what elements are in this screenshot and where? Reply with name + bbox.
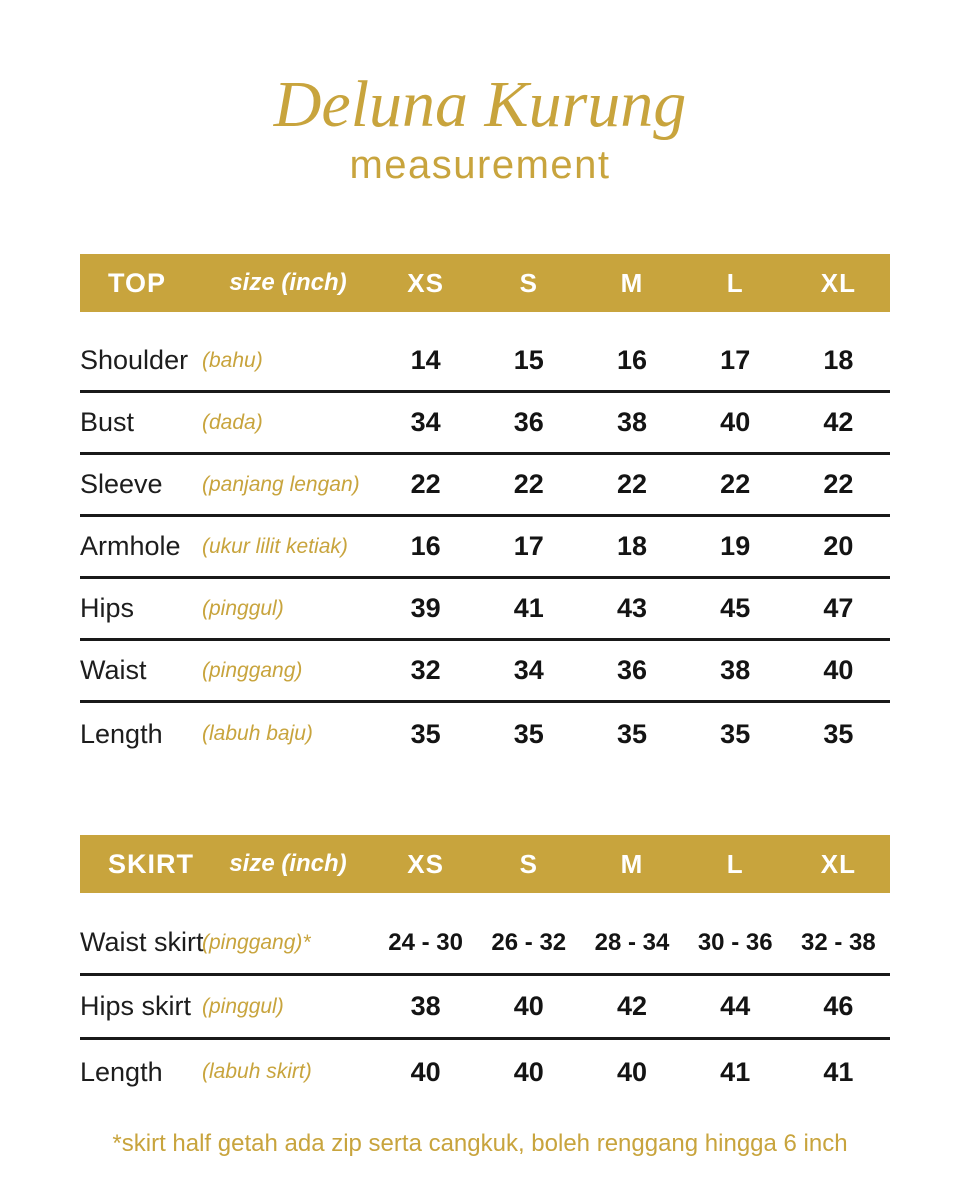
- size-value: 15: [513, 345, 544, 376]
- size-value: 18: [823, 345, 854, 376]
- table-row-bust: [80, 393, 890, 455]
- size-value: 44: [720, 991, 751, 1022]
- row-translation: (ukur lilit ketiak): [202, 534, 348, 558]
- size-value: 35: [513, 718, 544, 749]
- table-title-top: TOP: [108, 267, 167, 298]
- row-label: Hips skirt: [80, 991, 192, 1022]
- size-value: 42: [616, 991, 648, 1022]
- top-table-rows: [80, 312, 890, 765]
- size-value: 39: [410, 593, 441, 624]
- table-row-waist: [80, 641, 890, 703]
- size-column-l: L: [726, 267, 744, 298]
- size-value: 24 - 30: [388, 928, 463, 956]
- size-value: 20: [823, 531, 854, 562]
- size-value: 40: [823, 655, 854, 686]
- skirt-measurement-table: [80, 835, 890, 1104]
- table-row-hips-skirt: [80, 976, 890, 1040]
- size-column-xs: XS: [407, 267, 444, 298]
- skirt-footnote: *skirt half getah ada zip serta cangkuk, boleh renggang hingga 6 inch: [112, 1130, 848, 1158]
- row-label: Armhole: [80, 531, 181, 562]
- table-row-hips: [80, 579, 890, 641]
- size-value: 41: [513, 593, 544, 624]
- size-value: 22: [616, 469, 648, 500]
- row-label: Sleeve: [80, 469, 163, 500]
- table-row-waist-skirt: [80, 912, 890, 976]
- size-column-xl: XL: [820, 848, 856, 879]
- brand-title: Deluna Kurung: [273, 68, 687, 141]
- row-translation: (dada): [202, 410, 263, 434]
- row-translation: (pinggang)*: [202, 930, 311, 954]
- size-column-m: M: [620, 848, 644, 879]
- size-value: 43: [616, 593, 648, 624]
- size-value: 14: [410, 345, 441, 376]
- skirt-table-rows: [80, 893, 890, 1104]
- size-value: 32: [410, 655, 441, 686]
- size-value: 41: [720, 1056, 751, 1087]
- size-value: 19: [720, 531, 751, 562]
- size-value: 47: [823, 593, 854, 624]
- row-translation: (pinggang): [202, 658, 303, 682]
- row-label: Shoulder: [80, 345, 189, 376]
- size-value: 40: [720, 407, 751, 438]
- size-value: 26 - 32: [491, 928, 567, 956]
- row-label: Waist: [80, 655, 147, 686]
- table-row-length-top: [80, 703, 890, 765]
- skirt-table-header: [80, 835, 890, 893]
- table-row-length-skirt: [80, 1040, 890, 1104]
- size-value: 35: [720, 718, 751, 749]
- page-subtitle: measurement: [349, 143, 611, 188]
- row-label: Bust: [80, 407, 135, 438]
- size-value: 36: [616, 655, 648, 686]
- row-translation: (labuh baju): [202, 722, 313, 746]
- size-value: 34: [410, 407, 441, 438]
- size-value: 41: [823, 1056, 854, 1087]
- size-column-s: S: [519, 848, 538, 879]
- table-row-armhole: [80, 517, 890, 579]
- size-value: 30 - 36: [697, 928, 773, 956]
- size-value: 28 - 34: [594, 928, 670, 956]
- size-value: 45: [720, 593, 751, 624]
- size-value: 18: [616, 531, 648, 562]
- size-value: 35: [823, 718, 854, 749]
- row-label: Waist skirt: [80, 927, 204, 958]
- size-value: 16: [410, 531, 441, 562]
- size-value: 40: [616, 1056, 648, 1087]
- size-value: 38: [410, 991, 441, 1022]
- table-row-shoulder: [80, 331, 890, 393]
- size-column-xl: XL: [820, 267, 856, 298]
- size-value: 35: [410, 718, 441, 749]
- size-value: 32 - 38: [801, 928, 876, 956]
- size-column-l: L: [726, 848, 744, 879]
- size-value: 22: [410, 469, 441, 500]
- row-translation: (pinggul): [202, 994, 284, 1018]
- size-column-m: M: [620, 267, 644, 298]
- size-unit-label: size (inch): [229, 269, 347, 297]
- size-value: 35: [616, 718, 648, 749]
- size-value: 17: [513, 531, 544, 562]
- top-measurement-table: [80, 254, 890, 765]
- row-label: Length: [80, 1056, 163, 1087]
- size-value: 17: [720, 345, 751, 376]
- row-translation: (panjang lengan): [202, 472, 360, 496]
- size-value: 36: [513, 407, 544, 438]
- size-value: 46: [823, 991, 854, 1022]
- size-column-xs: XS: [407, 848, 444, 879]
- size-column-s: S: [519, 267, 538, 298]
- size-value: 38: [720, 655, 751, 686]
- size-value: 16: [616, 345, 648, 376]
- top-table-header: [80, 254, 890, 312]
- row-label: Hips: [80, 593, 135, 624]
- row-label: Length: [80, 718, 163, 749]
- size-value: 22: [823, 469, 854, 500]
- size-value: 42: [823, 407, 854, 438]
- table-row-sleeve: [80, 455, 890, 517]
- row-translation: (bahu): [202, 348, 263, 372]
- size-value: 40: [513, 1056, 544, 1087]
- size-value: 38: [616, 407, 648, 438]
- size-value: 34: [513, 655, 544, 686]
- size-unit-label: size (inch): [229, 850, 347, 878]
- size-value: 22: [720, 469, 751, 500]
- size-value: 40: [410, 1056, 441, 1087]
- size-value: 40: [513, 991, 544, 1022]
- row-translation: (labuh skirt): [202, 1060, 312, 1084]
- table-title-skirt: SKIRT: [108, 848, 194, 879]
- row-translation: (pinggul): [202, 596, 284, 620]
- size-value: 22: [513, 469, 544, 500]
